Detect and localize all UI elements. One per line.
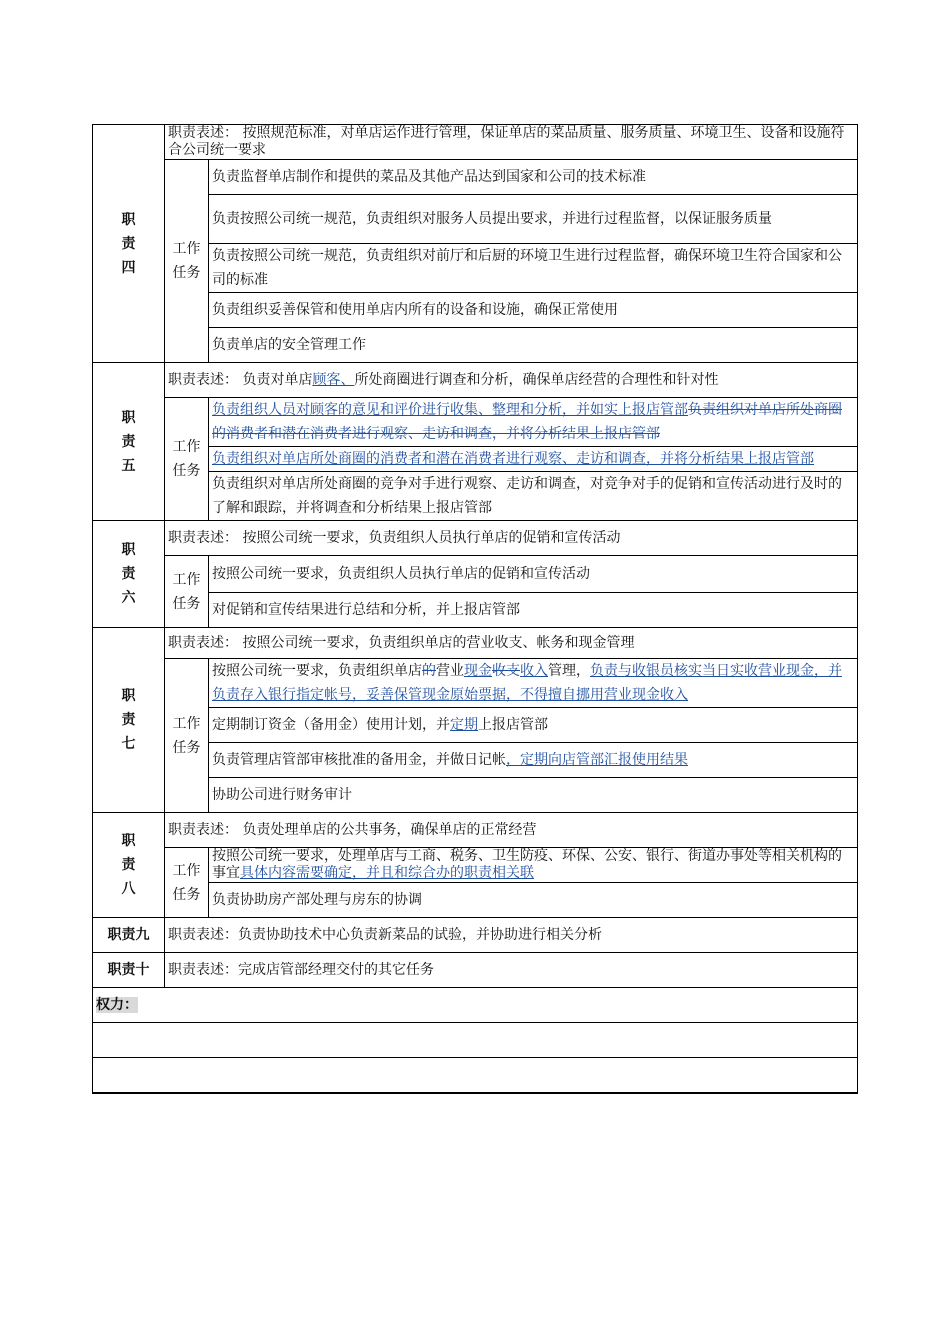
duty4-work-label: 工作任务 [172,241,201,281]
power-header [93,988,858,1023]
duty7-task-4: 协助公司进行财务审计 [209,778,858,813]
duty5-desc-row [93,363,858,398]
duty8-t1-inserted: 具体内容需要确定，并且和综合办的职责相关联 [240,865,534,881]
duty8-label-cell [93,813,165,918]
duty6-label: 职责六 [121,542,136,606]
duty7-task-3 [209,743,858,778]
duty4-task-3: 负责按照公司统一规范，负责组织对前厅和后厨的环境卫生进行过程监督，确保环境卫生符合国家和公司的标准 [209,244,858,293]
duty5-work-label-cell [165,398,209,521]
duty7-work-label-cell [165,659,209,813]
duty8-work-label: 工作任务 [172,862,201,903]
duty7-task-2 [209,708,858,743]
duty9-desc: 职责表述：负责协助技术中心负责新菜品的试验，并协助进行相关分析 [165,918,858,953]
duty7-t3-inserted: ，定期向店管部汇报使用结果 [506,752,688,768]
duty10-label: 职责十 [93,953,165,988]
duty5-work-label: 工作任务 [172,439,201,479]
duty8-task-1 [209,848,858,883]
duty6-work-label: 工作任务 [172,571,201,612]
duty7-t1-inserted-2: 收入 [520,663,548,679]
duty4-desc: 职责表述： 按照规范标准，对单店运作进行管理，保证单店的菜品质量、服务质量、环境卫生、设备和设施符合公司统一要求 [165,125,858,160]
duty7-label-cell [93,628,165,813]
duty5-task1-deleted: 负责组织对单店所处商圈的消费者和潜在消费者进行观察、走访和调查，并将分析结果上报店管部 [212,402,842,442]
duty7-task-1 [209,659,858,708]
duty8-desc: 职责表述： 负责处理单店的公共事务，确保单店的正常经营 [165,813,858,848]
power-blank-row-2 [93,1058,858,1094]
duty5-desc-pre: 职责表述： 负责对单店 [168,372,313,388]
duty7-t1-inserted-1: 现金 [464,663,492,679]
duty4-task-4: 负责组织妥善保管和使用单店内所有的设备和设施，确保正常使用 [209,293,858,328]
duty6-label-cell [93,521,165,628]
duty4-work-label-cell [165,160,209,363]
duty7-t1-inserted-3: 负责与收银员核实当日实收营业现金，并负责存入银行指定帐号，妥善保管现金原始票据，不得擅自挪用营业现金收入 [212,663,842,703]
duty5-task-1 [209,398,858,447]
duty8-work-label-cell [165,848,209,918]
duty7-t2-a: 定期制订资金（备用金）使用计划，并 [212,717,450,733]
duty4-task-1: 负责监督单店制作和提供的菜品及其他产品达到国家和公司的技术标准 [209,160,858,195]
duty9-label: 职责九 [93,918,165,953]
duty7-t1-c: 管理， [548,663,590,679]
duty7-desc: 职责表述： 按照公司统一要求，负责组织单店的营业收支、帐务和现金管理 [165,628,858,659]
duty6-desc: 职责表述： 按照公司统一要求，负责组织人员执行单店的促销和宣传活动 [165,521,858,556]
duty8-label: 职责八 [121,833,136,897]
duty6-task-2: 对促销和宣传结果进行总结和分析，并上报店管部 [209,593,858,628]
duty6-task-1: 按照公司统一要求，负责组织人员执行单店的促销和宣传活动 [209,556,858,593]
duty5-task1-inserted: 负责组织人员对顾客的意见和评价进行收集、整理和分析，并如实上报店管部 [212,402,688,418]
duty7-t1-a: 按照公司统一要求，负责组织单店 [212,663,422,679]
duty4-label-cell [93,125,165,363]
duty7-t1-deleted-2: 收支 [492,663,520,679]
duty6-work-label-cell [165,556,209,628]
duty7-t2-b: 上报店管部 [478,717,548,733]
duty7-t1-deleted: 的 [422,663,436,679]
duty4-task-5: 负责单店的安全管理工作 [209,328,858,363]
duty7-t3-a: 负责管理店管部审核批准的备用金，并做日记帐 [212,752,506,768]
duty5-task2-inserted: 负责组织对单店所处商圈的消费者和潜在消费者进行观察、走访和调查，并将分析结果上报店管部 [212,451,814,467]
duty4-task-2: 负责按照公司统一规范，负责组织对服务人员提出要求，并进行过程监督，以保证服务质量 [209,195,858,244]
duty7-t2-inserted: 定期 [450,717,478,733]
duty10-desc: 职责表述：完成店管部经理交付的其它任务 [165,953,858,988]
job-description-sheet [92,124,858,1094]
duty8-task-2: 负责协助房产部处理与房东的协调 [209,883,858,918]
duty5-desc-post: 所处商圈进行调查和分析，确保单店经营的合理性和针对性 [354,372,719,388]
duty4-label: 职责四 [121,211,136,276]
duty5-task-3: 负责组织对单店所处商圈的竞争对手进行观察、走访和调查，对竞争对手的促销和宣传活动进行及时的了解和跟踪，并将调查和分析结果上报店管部 [209,472,858,521]
duty7-label: 职责七 [121,688,136,752]
duty5-desc [165,363,858,398]
duty7-t1-b: 营业 [436,663,464,679]
power-label: 权力： [96,997,138,1013]
duty5-task-2 [209,447,858,472]
power-blank-row-1 [93,1023,858,1058]
duty4-task-row [93,160,858,195]
duty8-t1-a: 按照公司统一要求，处理单店与工商、税务、卫生防疫、环保、公安、银行、街道办事处等相关机构的事宜 [212,848,842,881]
duty5-label-cell [93,363,165,521]
duty5-label: 职责五 [121,409,136,474]
duty5-desc-inserted: 顾客、 [312,372,355,388]
duties-table [92,124,858,1094]
duty7-work-label: 工作任务 [172,715,201,756]
duty4-desc-row [93,125,858,160]
